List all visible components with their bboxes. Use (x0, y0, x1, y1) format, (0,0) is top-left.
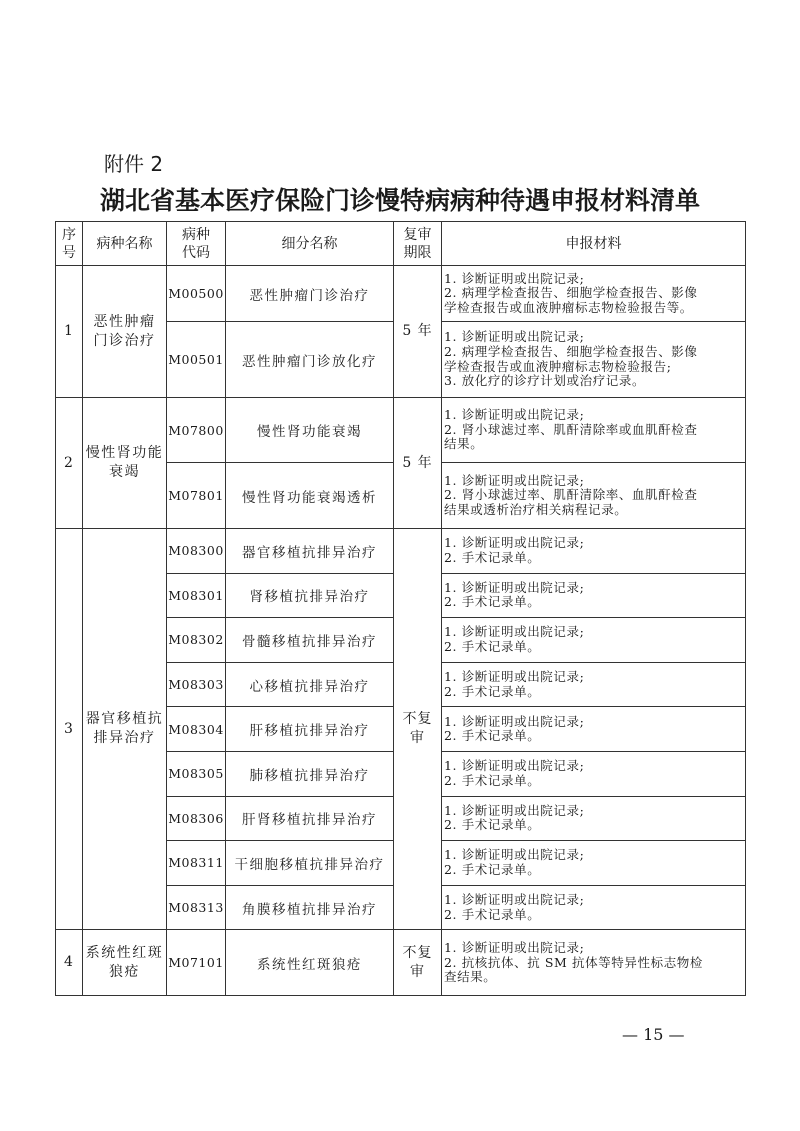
text-line: 器官移植抗 (85, 711, 164, 728)
review-period-cell (394, 930, 442, 996)
text-line: 2. 病理学检查报告、细胞学检查报告、影像 (444, 343, 698, 359)
sub-name-cell: 器官移植抗排异治疗 (226, 529, 394, 574)
text-line: 查结果。 (444, 969, 497, 985)
text-line: 1. 诊断证明或出院记录; (444, 668, 585, 684)
disease-code-cell: M08305 (167, 751, 226, 796)
disease-name-cell (83, 266, 167, 398)
text-line: 2. 病理学检查报告、细胞学检查报告、影像 (444, 285, 698, 301)
disease-code-cell: M00500 (167, 266, 226, 322)
review-period-cell (394, 529, 442, 930)
materials-cell (442, 398, 746, 463)
sub-name-cell: 恶性肿瘤门诊放化疗 (226, 322, 394, 398)
text-line: 审 (410, 730, 425, 747)
text-line: 门诊治疗 (93, 332, 156, 349)
materials-cell (442, 463, 746, 529)
text-line: 狼疮 (109, 963, 140, 980)
text-line: 1. 诊断证明或出院记录; (444, 713, 585, 729)
text-line: 1. 诊断证明或出院记录; (444, 579, 585, 595)
sub-name-cell: 恶性肿瘤门诊治疗 (226, 266, 394, 322)
page-number: — 15 — (622, 1025, 685, 1044)
table-row (56, 266, 746, 322)
text-line: 学检查报告或血液肿瘤标志物检验报告; (444, 358, 672, 374)
materials-cell (442, 930, 746, 996)
sub-name-cell: 角膜移植抗排异治疗 (226, 885, 394, 930)
table-row (56, 930, 746, 996)
document-title: 湖北省基本医疗保险门诊慢特病病种待遇申报材料清单 (99, 186, 700, 215)
text-line: 结果或透析治疗相关病程记录。 (444, 501, 628, 517)
text-line: 1. 诊断证明或出院记录; (444, 472, 585, 488)
text-line: 1. 诊断证明或出院记录; (444, 758, 585, 774)
text-line: 1. 诊断证明或出院记录; (444, 270, 585, 286)
materials-cell (442, 618, 746, 663)
text-line: 审 (410, 963, 425, 980)
review-period-cell: 5 年 (394, 398, 442, 529)
text-line: 不复 (402, 711, 433, 728)
text-line: 1. 诊断证明或出院记录; (444, 329, 585, 345)
text-line: 1. 诊断证明或出院记录; (444, 802, 585, 818)
disease-code-cell: M07801 (167, 463, 226, 529)
table-body (56, 266, 746, 996)
disease-code-cell: M08302 (167, 618, 226, 663)
header-seq: 序 号 (56, 222, 83, 266)
text-line: 1. 诊断证明或出院记录; (444, 535, 585, 551)
disease-name-cell (83, 930, 167, 996)
seq-cell: 3 (56, 529, 83, 930)
materials-cell (442, 885, 746, 930)
text-line: 2. 手术记录单。 (444, 817, 541, 833)
text-line: 2. 手术记录单。 (444, 861, 541, 877)
text-line: 2. 手术记录单。 (444, 594, 541, 610)
attachment-label: 附件 2 (104, 152, 164, 176)
text-line: 系统性红斑 (85, 944, 164, 961)
table-header-row (56, 222, 746, 266)
text-line: 1. 诊断证明或出院记录; (444, 407, 585, 423)
text-line: 1. 诊断证明或出院记录; (444, 939, 585, 955)
header-disease-name: 病种名称 (83, 222, 167, 266)
header-disease-code: 病种 代码 (167, 222, 226, 266)
materials-table (55, 221, 746, 996)
text-line: 2. 肾小球滤过率、肌酐清除率、血肌酐检查 (444, 487, 698, 503)
text-line: 慢性肾功能 (85, 445, 164, 461)
seq-cell: 1 (56, 266, 83, 398)
text-line: 2. 手术记录单。 (444, 549, 541, 565)
sub-name-cell: 肾移植抗排异治疗 (226, 573, 394, 618)
seq-cell: 4 (56, 930, 83, 996)
disease-code-cell: M08304 (167, 707, 226, 752)
text-line: 1. 诊断证明或出院记录; (444, 891, 585, 907)
disease-code-cell: M08303 (167, 662, 226, 707)
disease-code-cell: M08301 (167, 573, 226, 618)
text-line: 2. 手术记录单。 (444, 772, 541, 788)
text-line: 2. 肾小球滤过率、肌酐清除率或血肌酐检查 (444, 421, 698, 437)
materials-cell (442, 662, 746, 707)
sub-name-cell: 系统性红斑狼疮 (226, 930, 394, 996)
sub-name-cell: 骨髓移植抗排异治疗 (226, 618, 394, 663)
sub-name-cell: 干细胞移植抗排异治疗 (226, 841, 394, 886)
seq-cell: 2 (56, 398, 83, 529)
disease-code-cell: M08311 (167, 841, 226, 886)
sub-name-cell: 肝肾移植抗排异治疗 (226, 796, 394, 841)
disease-name-cell (83, 529, 167, 930)
disease-code-cell: M08300 (167, 529, 226, 574)
sub-name-cell: 慢性肾功能衰竭 (226, 398, 394, 463)
materials-cell (442, 751, 746, 796)
text-line: 衰竭 (109, 464, 140, 480)
text-line: 恶性肿瘤 (93, 313, 156, 330)
text-line: 1. 诊断证明或出院记录; (444, 847, 585, 863)
text-line: 排异治疗 (93, 730, 156, 747)
table-row (56, 529, 746, 574)
text-line: 2. 手术记录单。 (444, 638, 541, 654)
text-line: 1. 诊断证明或出院记录; (444, 624, 585, 640)
disease-code-cell: M07101 (167, 930, 226, 996)
table-row (56, 398, 746, 463)
materials-cell (442, 707, 746, 752)
disease-code-cell: M00501 (167, 322, 226, 398)
text-line: 3. 放化疗的诊疗计划或治疗记录。 (444, 373, 646, 389)
text-line: 结果。 (444, 436, 484, 452)
materials-cell (442, 529, 746, 574)
materials-cell (442, 841, 746, 886)
text-line: 2. 手术记录单。 (444, 906, 541, 922)
disease-code-cell: M07800 (167, 398, 226, 463)
sub-name-cell: 肝移植抗排异治疗 (226, 707, 394, 752)
disease-name-cell (83, 398, 167, 529)
text-line: 2. 抗核抗体、抗 SM 抗体等特异性标志物检 (444, 954, 704, 970)
header-materials: 申报材料 (442, 222, 746, 266)
materials-cell (442, 322, 746, 398)
sub-name-cell: 心移植抗排异治疗 (226, 662, 394, 707)
materials-cell (442, 796, 746, 841)
materials-cell (442, 266, 746, 322)
materials-cell (442, 573, 746, 618)
disease-code-cell: M08306 (167, 796, 226, 841)
header-review-period: 复审 期限 (394, 222, 442, 266)
disease-code-cell: M08313 (167, 885, 226, 930)
header-sub-name: 细分名称 (226, 222, 394, 266)
text-line: 学检查报告或血液肿瘤标志物检验报告等。 (444, 299, 693, 315)
text-line: 2. 手术记录单。 (444, 728, 541, 744)
text-line: 不复 (402, 944, 433, 961)
text-line: 2. 手术记录单。 (444, 683, 541, 699)
sub-name-cell: 慢性肾功能衰竭透析 (226, 463, 394, 529)
sub-name-cell: 肺移植抗排异治疗 (226, 751, 394, 796)
review-period-cell: 5 年 (394, 266, 442, 398)
